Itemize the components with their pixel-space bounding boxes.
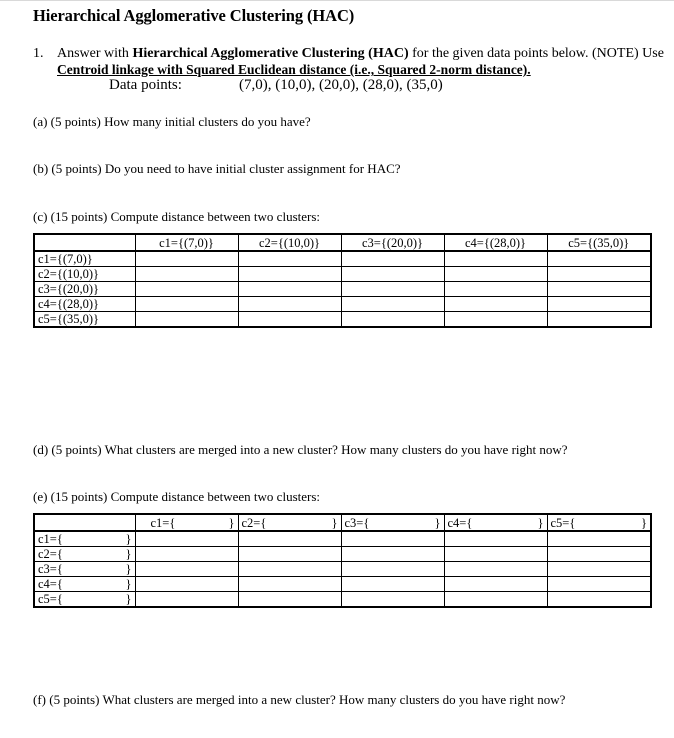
answer-cell[interactable]	[238, 547, 341, 562]
question-a: (a) (5 points) How many initial clusters do you have?	[33, 114, 311, 129]
question-1-note: Centroid linkage with Squared Euclidean distance (i.e., Squared 2-norm distance).	[57, 62, 531, 77]
table-header-row	[34, 514, 651, 531]
column-header: c4={ }	[444, 514, 547, 531]
table-row	[34, 547, 651, 562]
answer-cell[interactable]	[341, 592, 444, 608]
answer-cell[interactable]	[341, 267, 444, 282]
answer-cell[interactable]	[547, 312, 651, 328]
answer-cell[interactable]	[238, 577, 341, 592]
answer-cell[interactable]	[135, 282, 238, 297]
table-row	[34, 592, 651, 608]
answer-cell[interactable]	[238, 312, 341, 328]
answer-cell[interactable]	[444, 282, 547, 297]
answer-cell[interactable]	[444, 592, 547, 608]
answer-cell[interactable]	[341, 251, 444, 267]
table-row	[34, 251, 651, 267]
answer-cell[interactable]	[135, 312, 238, 328]
answer-cell[interactable]	[135, 251, 238, 267]
table-row	[34, 282, 651, 297]
answer-cell[interactable]	[547, 577, 651, 592]
row-header: c5={ }	[34, 592, 135, 608]
distance-table-2	[33, 513, 652, 608]
answer-cell[interactable]	[444, 547, 547, 562]
column-header: c3={ }	[341, 514, 444, 531]
column-header: c2={(10,0)}	[238, 234, 341, 251]
answer-cell[interactable]	[238, 531, 341, 547]
answer-cell[interactable]	[135, 562, 238, 577]
answer-cell[interactable]	[444, 267, 547, 282]
answer-cell[interactable]	[135, 531, 238, 547]
row-header: c5={(35,0)}	[34, 312, 135, 328]
column-header: c4={(28,0)}	[444, 234, 547, 251]
answer-cell[interactable]	[135, 592, 238, 608]
table-corner-cell	[34, 234, 135, 251]
answer-cell[interactable]	[341, 547, 444, 562]
question-b: (b) (5 points) Do you need to have initial cluster assignment for HAC?	[33, 161, 401, 176]
answer-cell[interactable]	[547, 592, 651, 608]
page-title: Hierarchical Agglomerative Clustering (HAC)	[33, 6, 355, 25]
answer-cell[interactable]	[238, 282, 341, 297]
distance-table-1	[33, 233, 652, 328]
question-1-text: Answer with Hierarchical Agglomerative Clustering (HAC) for the given data points below. (NOTE) Use	[57, 46, 664, 61]
table-row	[34, 312, 651, 328]
table-header-row	[34, 234, 651, 251]
row-header: c2={ }	[34, 547, 135, 562]
table-row	[34, 577, 651, 592]
answer-cell[interactable]	[547, 267, 651, 282]
answer-cell[interactable]	[341, 297, 444, 312]
answer-cell[interactable]	[238, 592, 341, 608]
column-header: c5={(35,0)}	[547, 234, 651, 251]
column-header: c1={ }	[135, 514, 238, 531]
answer-cell[interactable]	[341, 577, 444, 592]
question-f: (f) (5 points) What clusters are merged into a new cluster? How many clusters do you have right now?	[33, 692, 566, 707]
answer-cell[interactable]	[547, 282, 651, 297]
answer-cell[interactable]	[444, 251, 547, 267]
row-header: c4={(28,0)}	[34, 297, 135, 312]
question-d: (d) (5 points) What clusters are merged into a new cluster? How many clusters do you have right now?	[33, 442, 568, 457]
answer-cell[interactable]	[238, 297, 341, 312]
data-points-label: Data points:	[109, 77, 182, 93]
answer-cell[interactable]	[135, 577, 238, 592]
answer-cell[interactable]	[547, 251, 651, 267]
answer-cell[interactable]	[341, 282, 444, 297]
answer-cell[interactable]	[135, 547, 238, 562]
table-row	[34, 562, 651, 577]
answer-cell[interactable]	[444, 562, 547, 577]
table-row	[34, 531, 651, 547]
answer-cell[interactable]	[238, 251, 341, 267]
answer-cell[interactable]	[238, 562, 341, 577]
row-header: c1={ }	[34, 531, 135, 547]
row-header: c1={(7,0)}	[34, 251, 135, 267]
answer-cell[interactable]	[341, 312, 444, 328]
answer-cell[interactable]	[547, 531, 651, 547]
answer-cell[interactable]	[341, 531, 444, 547]
table-row	[34, 297, 651, 312]
row-header: c4={ }	[34, 577, 135, 592]
data-points-values: (7,0), (10,0), (20,0), (28,0), (35,0)	[239, 77, 443, 93]
answer-cell[interactable]	[547, 297, 651, 312]
answer-cell[interactable]	[444, 577, 547, 592]
answer-cell[interactable]	[547, 562, 651, 577]
answer-cell[interactable]	[444, 531, 547, 547]
answer-cell[interactable]	[444, 312, 547, 328]
column-header: c1={(7,0)}	[135, 234, 238, 251]
question-c: (c) (15 points) Compute distance between two clusters:	[33, 209, 321, 224]
row-header: c3={ }	[34, 562, 135, 577]
answer-cell[interactable]	[547, 547, 651, 562]
answer-cell[interactable]	[444, 297, 547, 312]
column-header: c2={ }	[238, 514, 341, 531]
table-row	[34, 267, 651, 282]
table-corner-cell	[34, 514, 135, 531]
answer-cell[interactable]	[341, 562, 444, 577]
column-header: c5={ }	[547, 514, 651, 531]
row-header: c3={(20,0)}	[34, 282, 135, 297]
answer-cell[interactable]	[238, 267, 341, 282]
row-header: c2={(10,0)}	[34, 267, 135, 282]
question-e: (e) (15 points) Compute distance between two clusters:	[33, 489, 321, 504]
answer-cell[interactable]	[135, 267, 238, 282]
answer-cell[interactable]	[135, 297, 238, 312]
question-number: 1.	[33, 46, 44, 61]
column-header: c3={(20,0)}	[341, 234, 444, 251]
top-rule	[0, 0, 674, 1]
